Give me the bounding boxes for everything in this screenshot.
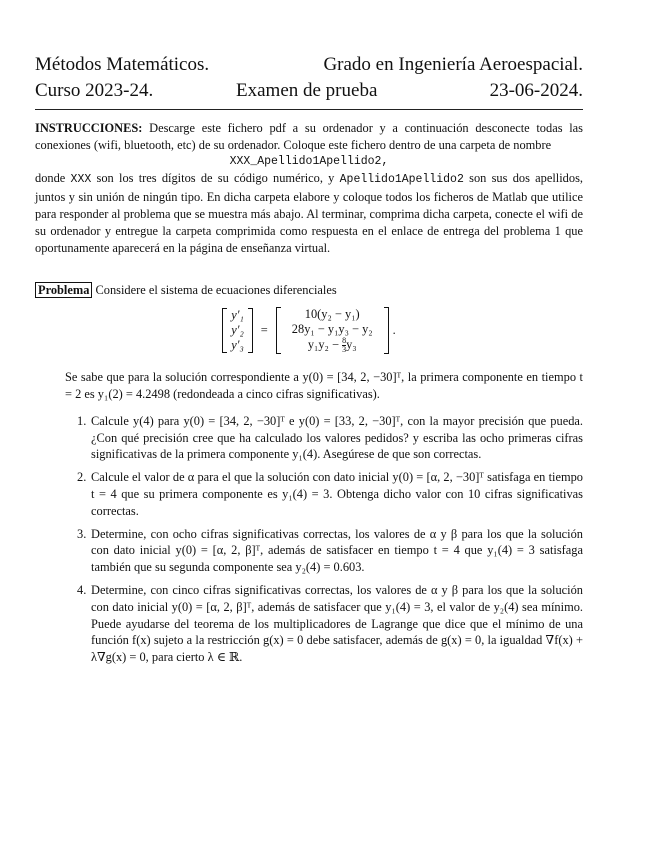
problem-context: Se sabe que para la solución correspondiente a y(0) = [34, 2, −30]ᵀ, la primera componente en tiempo t = 2 es y₁(2) = 4.2498 (redondeada a cinco cifras significativas).: [65, 370, 583, 401]
header-rule: [35, 109, 583, 110]
instructions-paragraph-2: donde XXX son los tres dígitos de su código numérico, y Apellido1Apellido2 son sus dos apellidos, juntos y sin unión de ningún tipo. En dicha carpeta elabore y coloque todos los ficheros de Matlab que utilice para responder al problema que se muestra más abajo. Al terminar, comprima dicha carpeta, conecte el wifi de su ordenador y entregue la carpeta comprimida como respuesta en el enlace de entrega del problema 1 que oportunamente aparecerá en la página de enseñanza virtual.: [35, 171, 583, 255]
exam-type: Examen de prueba: [236, 80, 378, 101]
folder-name: XXX_Apellido1Apellido2,: [229, 154, 389, 168]
code-apellidos: Apellido1Apellido2: [339, 173, 464, 187]
rhs-vector: [276, 307, 389, 354]
degree-title: Grado en Ingeniería Aeroespacial.: [323, 54, 583, 75]
instructions-text: Descarge este fichero pdf a su ordenador y a continuación desconecte todas las conexiones (wifi, bluetooth, etc) de su ordenador. Coloque este fichero dentro de una carpeta de nombre: [35, 121, 583, 152]
problem-intro-text: Considere el sistema de ecuaciones diferenciales: [95, 283, 337, 298]
lhs-row-2: y′₂: [231, 323, 244, 338]
rhs-row-3: y₁y₂ − $\frac{8}{3}$ y₃: [307, 336, 357, 355]
task-item-4: 4. Determine, con cinco cifras significativas correctas, los valores de α y β para los que la solución con dato inicial y(0) = [α, 2, β]ᵀ, además de satisfacer que y₁(4) = 3, el valor de y₂(4) sea mínimo. Puede ayudarse del teorema de los multiplicadores de Lagrange que dice que el mínimo de una función f(x) sujeto a la restricción g(x) = 0 debe satisfacer, además de g(x) = 0, la igualdad ∇f(x) + λ∇g(x) = 0, para cierto λ ∈ ℝ.: [77, 582, 583, 665]
instructions-paragraph: [35, 120, 583, 154]
task-item-2: 2. Calcule el valor de α para el que la solución con dato inicial y(0) = [α, 2, −30]ᵀ satisfaga en tiempo t = 4 que su primera componente es y₁(4) = 3. Obtenga dicho valor con 10 cifras significativas correctas.: [77, 470, 583, 518]
header-line-1: [35, 52, 583, 78]
task-item-3: 3. Determine, con ocho cifras significativas correctas, los valores de α y β para los que la solución con dato inicial y(0) = [α, 2, β]ᵀ, además de satisfacer en tiempo t = 4 que y₁(4) = 3 satisfaga también que su segunda componente sea y₂(4) = 0.603.: [77, 526, 583, 575]
task-list: [35, 413, 583, 666]
instructions-label: INSTRUCCIONES:: [35, 121, 143, 135]
lhs-row-1: y′₁: [231, 308, 244, 323]
fraction-8-3: $\frac{8}{3}$: [342, 336, 347, 355]
academic-year: Curso 2023-24.: [35, 80, 154, 101]
task-item-1: 1. Calcule y(4) para y(0) = [34, 2, −30]ᵀ e y(0) = [33, 2, −30]ᵀ, con la mayor precisión que pueda. ¿Con qué precisión cree que ha calculado los valores pedidos? y escriba las ocho primeras cifras significativas de la primera componente y₁(4). Asegúrese de que son correctas.: [77, 413, 583, 462]
course-title: Métodos Matemáticos.: [35, 54, 210, 75]
exam-page: [35, 52, 583, 672]
problem-intro: [35, 282, 583, 299]
header-line-2: [35, 78, 583, 104]
code-xxx: XXX: [70, 173, 92, 187]
rhs-row-1: 10(y₂ − y₁): [304, 307, 360, 322]
lhs-vector: [222, 308, 253, 353]
problem-label: Problema: [35, 282, 92, 298]
rhs-row-2: 28y₁ − y₁y₃ − y₂: [291, 322, 373, 337]
exam-date: 23-06-2024.: [489, 80, 583, 101]
ode-system: y′₁ y′₂ y′₃ = 10(y₂ − y₁) 28y₁ − y₁y₃ − y₂ y₁y₂ − $\frac{8}{3}$ y₃ .: [35, 307, 583, 359]
lhs-row-3: y′₃: [231, 338, 244, 353]
